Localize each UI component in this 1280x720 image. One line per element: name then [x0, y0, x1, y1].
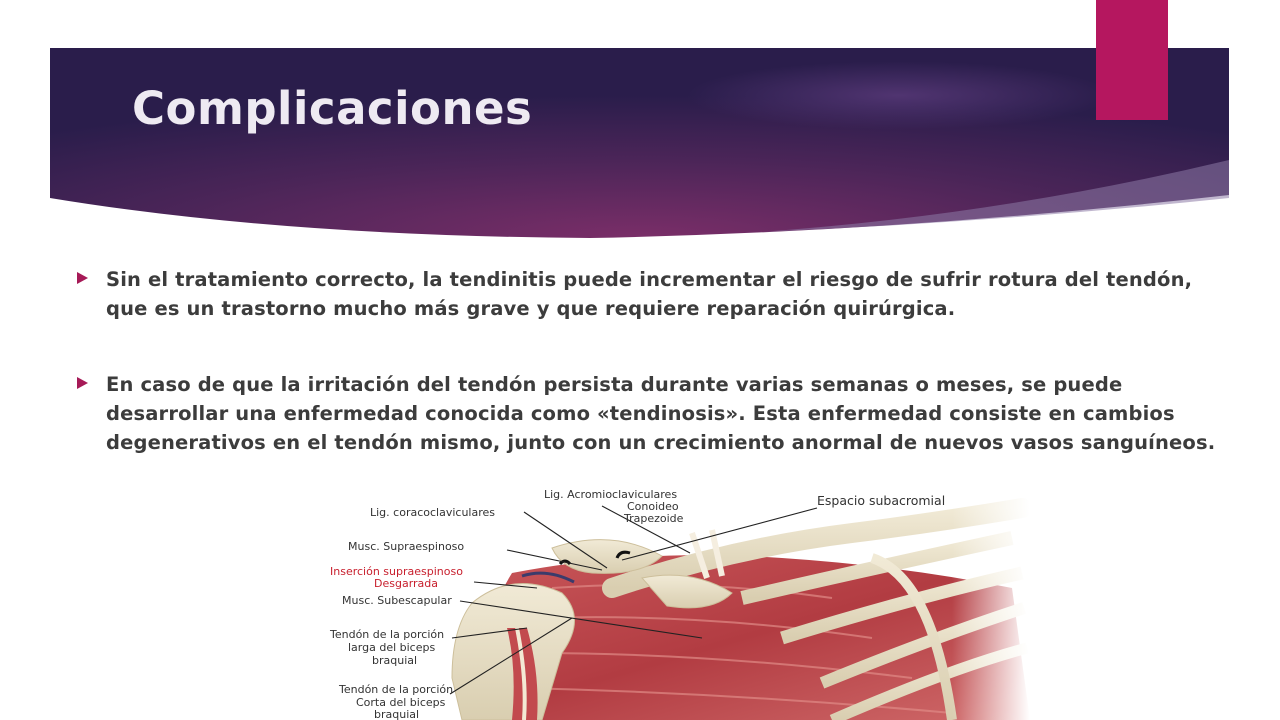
bullet-text: En caso de que la irritación del tendón persista durante varias semanas o meses, se puede desarrollar una enfermedad conocida como «tendinosis». Esta enfermedad consiste en cambios degenerativos en el tendón mismo, junto con un crecimiento anormal de nuevos vasos sanguíneos. — [106, 373, 1216, 454]
label-ligamentos-acromioclaviculares: Lig. Acromioclaviculares — [544, 488, 678, 501]
shoulder-anatomy-illustration — [312, 478, 1030, 720]
bullet-arrow-icon — [77, 272, 88, 284]
label-trapezoide: Trapezoide — [624, 512, 684, 525]
label-tendon-porcion-corta: braquial — [374, 708, 420, 720]
bullet-arrow-icon — [77, 377, 88, 389]
label-espacio-subacromial: Espacio subacromial — [817, 493, 946, 508]
label-ligamentos-coracoclaviculares: Lig. coracoclaviculares — [370, 506, 495, 519]
slide-title: Complicaciones — [132, 82, 533, 135]
bullet-list — [75, 265, 1225, 457]
label-tendon-porcion-larga: braquial — [372, 654, 418, 667]
label-tendon-porcion-larga: Tendón de la porción — [330, 628, 445, 641]
bullet-item — [75, 370, 1225, 457]
bullet-text: Sin el tratamiento correcto, la tendinitis puede incrementar el riesgo de sufrir rotura del tendón, que es un trastorno mucho más grave y que requiere reparación quirúrgica. — [106, 268, 1193, 320]
label-insercion-supraespinoso: Inserción supraespinoso — [330, 565, 463, 578]
label-desgarrada: Desgarrada — [374, 577, 439, 590]
label-conoideo: Conoideo — [627, 500, 679, 513]
label-tendon-porcion-larga: larga del biceps — [348, 641, 436, 654]
bullet-item — [75, 265, 1225, 323]
accent-tab — [1096, 0, 1168, 120]
label-musculo-supraespinoso: Musc. Supraespinoso — [348, 540, 465, 553]
title-banner — [0, 0, 1280, 260]
label-tendon-porcion-corta: Tendón de la porción — [339, 683, 454, 696]
label-tendon-porcion-corta: Corta del biceps — [356, 696, 446, 709]
label-musculo-subescapular: Musc. Subescapular — [342, 594, 452, 607]
